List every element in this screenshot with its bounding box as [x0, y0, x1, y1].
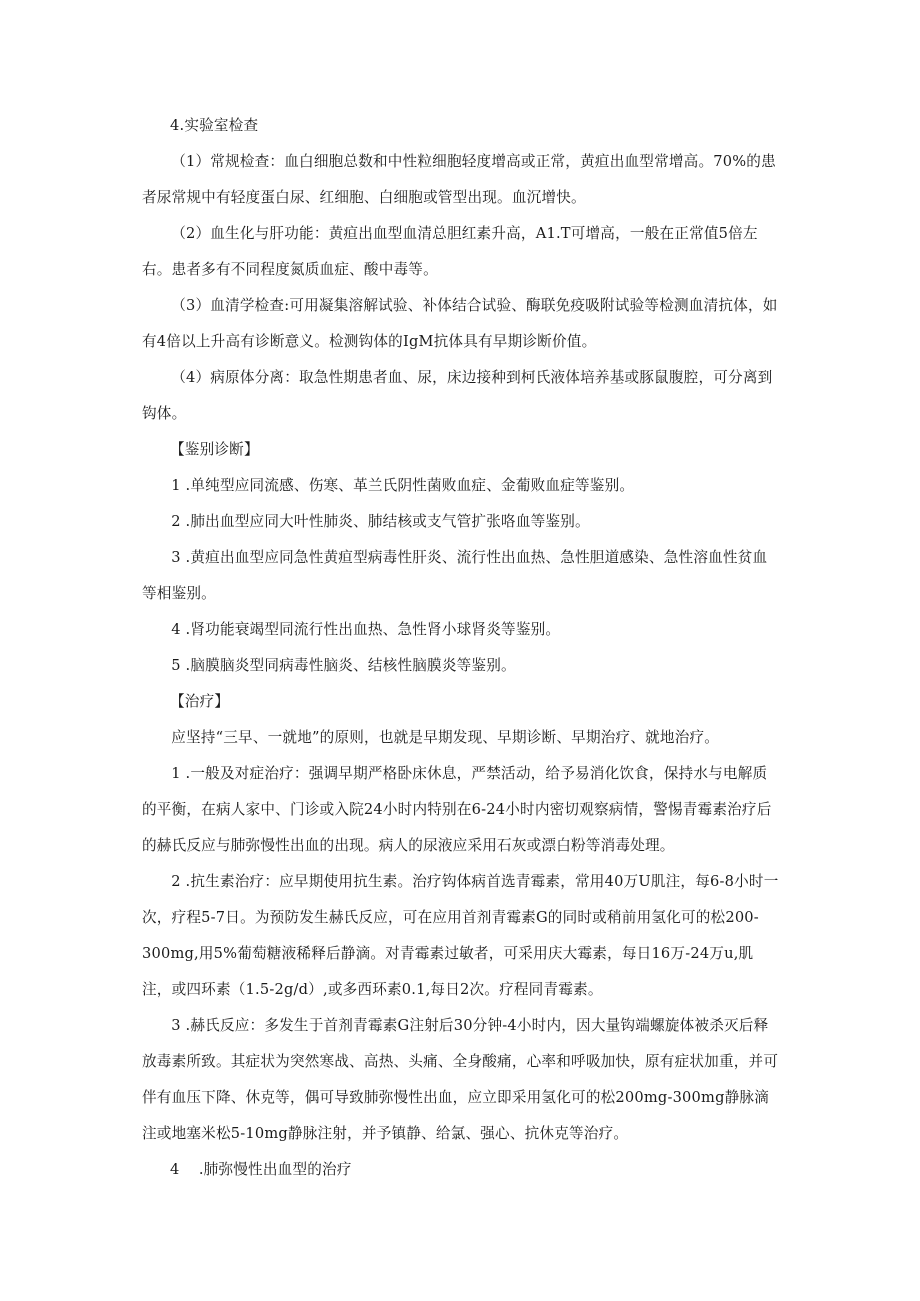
- diff-item-2: 2 .肺出血型应同大叶性肺炎、肺结核或支气管扩张咯血等鉴别。: [171, 513, 590, 530]
- section-heading-lab-tests: 4.实验室检查: [170, 117, 259, 134]
- diff-item-4: 4 .肾功能衰竭型同流行性出血热、急性肾小球肾炎等鉴别。: [171, 621, 561, 638]
- treatment-item-1: 1 .一般及对症治疗：强调早期严格卧床休息，严禁活动，给予易消化饮食，保持水与电解质的平衡，在病人家中、门诊或入院24小时内特别在6-24小时内密切观察病情，警惕青霉素治疗后的赫氏反应与肺弥慢性出血的出现。病人的尿液应采用石灰或漂白粉等消毒处理。: [142, 765, 772, 854]
- treatment-intro: 应坚持“三早、一就地”的原则，也就是早期发现、早期诊断、早期治疗、就地治疗。: [171, 729, 720, 746]
- paragraph-serology: （3）血清学检查:可用凝集溶解试验、补体结合试验、酶联免疫吸附试验等检测血清抗体，如有4倍以上升高有诊断意义。检测钩体的IgM抗体具有早期诊断价值。: [142, 297, 778, 350]
- paragraph-routine-exam: （1）常规检查：血白细胞总数和中性粒细胞轻度增高或正常，黄疸出血型常增高。70%的患者尿常规中有轻度蛋白尿、红细胞、白细胞或管型出现。血沉增快。: [142, 153, 776, 206]
- diff-item-5: 5 .脑膜脑炎型同病毒性脑炎、结核性脑膜炎等鉴别。: [171, 657, 516, 674]
- diff-item-1: 1 .单纯型应同流感、伤寒、革兰氏阴性菌败血症、金葡败血症等鉴别。: [171, 477, 635, 494]
- heading-treatment: 【治疗】: [170, 693, 230, 710]
- paragraph-pathogen-isolation: （4）病原体分离：取急性期患者血、尿，床边接种到柯氏液体培养基或豚鼠腹腔，可分离到钩体。: [142, 369, 773, 422]
- diff-item-3: 3 .黄疸出血型应同急性黄疸型病毒性肝炎、流行性出血热、急性胆道感染、急性溶血性贫血等相鉴别。: [142, 549, 768, 602]
- document-body: [142, 108, 782, 1188]
- treatment-item-2: 2 .抗生素治疗：应早期使用抗生素。治疗钩体病首选青霉素，常用40万U肌注，每6-8小时一次，疗程5-7日。为预防发生赫氏反应，可在应用首剂青霉素G的同时或稍前用氢化可的松200-300mg,用5%葡萄糖液稀释后静滴。对青霉素过敏者，可采用庆大霉素，每日16万-24万u,肌注，或四环素（1.5-2g/d）,或多西环素0.1,每日2次。疗程同青霉素。: [142, 873, 779, 998]
- treatment-item-4: 4 .肺弥慢性出血型的治疗: [170, 1161, 352, 1178]
- treatment-item-3: 3 .赫氏反应：多发生于首剂青霉素G注射后30分钟-4小时内，因大量钩端螺旋体被杀灭后释放毒素所致。其症状为突然寒战、高热、头痛、全身酸痛，心率和呼吸加快，原有症状加重，并可伴有血压下降、休克等，偶可导致肺弥慢性出血，应立即采用氢化可的松200mg-300mg静脉滴注或地塞米松5-10mg静脉注射，并予镇静、给氯、强心、抗休克等治疗。: [142, 1017, 779, 1142]
- heading-differential-diagnosis: 【鉴别诊断】: [170, 441, 259, 458]
- paragraph-biochem-liver: （2）血生化与肝功能：黄疸出血型血清总胆红素升高，A1.T可增高，一般在正常值5倍左右。患者多有不同程度氮质血症、酸中毒等。: [142, 225, 758, 278]
